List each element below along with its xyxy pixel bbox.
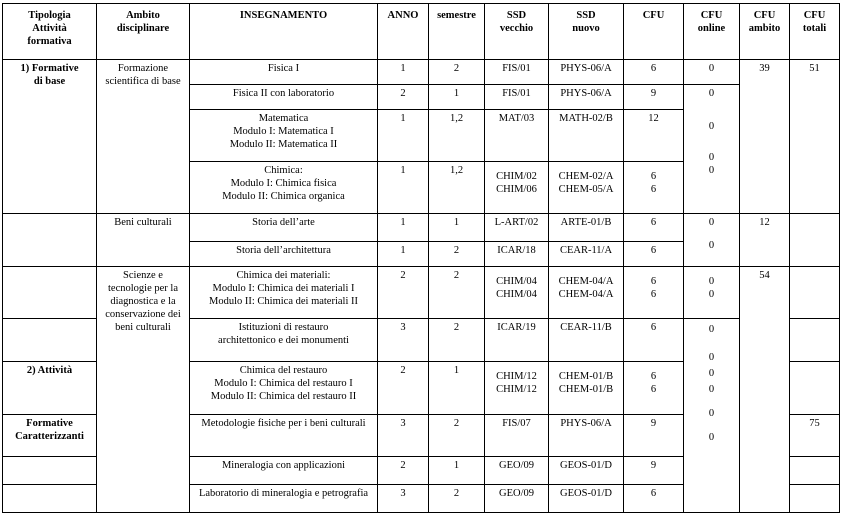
cfu-ambito-formazione: 39 (740, 60, 790, 214)
cfu-totali-empty (790, 362, 840, 415)
anno-cell: 1 (378, 162, 429, 214)
anno-cell: 3 (378, 319, 429, 362)
header-cfu-online: CFU online (684, 4, 740, 60)
anno-cell: 2 (378, 85, 429, 110)
semestre-cell: 2 (429, 267, 485, 319)
header-cfu: CFU (624, 4, 684, 60)
cfu-ambito-scienze: 54 (740, 267, 790, 513)
cfu-totali-empty (790, 457, 840, 485)
tipologia-attivita: 2) Attività (3, 362, 97, 415)
insegnamento-cell: Fisica II con laboratorio (190, 85, 378, 110)
ssd-vecchio-cell: GEO/09 (485, 485, 549, 513)
ambito-scienze: Scienze e tecnologie per la diagnostica e la conservazione dei beni culturali (97, 267, 190, 513)
header-ssd-nuovo: SSD nuovo (549, 4, 624, 60)
ssd-nuovo-cell: CEAR-11/A (549, 242, 624, 267)
cfu-online-cell: 0 (684, 60, 740, 85)
ssd-nuovo-cell: ARTE-01/B (549, 214, 624, 242)
cfu-online-group-1: 0 0 0 0 (684, 85, 740, 214)
insegnamento-cell: Istituzioni di restauro architettonico e dei monumenti (190, 319, 378, 362)
tipologia-caratterizzanti: Formative Caratterizzanti (3, 415, 97, 457)
table-row (3, 214, 840, 242)
header-row (3, 4, 840, 60)
anno-cell: 2 (378, 362, 429, 415)
semestre-cell: 2 (429, 415, 485, 457)
ssd-vecchio-cell: ICAR/18 (485, 242, 549, 267)
semestre-cell: 1 (429, 457, 485, 485)
ssd-vecchio-cell: MAT/03 (485, 110, 549, 162)
ssd-nuovo-cell: PHYS-06/A (549, 85, 624, 110)
cfu-totali-caratterizzanti: 75 (790, 415, 840, 457)
tipologia-empty (3, 485, 97, 513)
insegnamento-cell: Fisica I (190, 60, 378, 85)
semestre-cell: 2 (429, 242, 485, 267)
cfu-cell: 6 6 (624, 162, 684, 214)
anno-cell: 1 (378, 214, 429, 242)
tipologia-empty (3, 267, 97, 319)
insegnamento-cell: Storia dell’arte (190, 214, 378, 242)
semestre-cell: 2 (429, 60, 485, 85)
cfu-totali-empty (790, 267, 840, 319)
semestre-cell: 1 (429, 214, 485, 242)
cfu-cell: 9 (624, 415, 684, 457)
cfu-cell: 12 (624, 110, 684, 162)
semestre-cell: 1,2 (429, 110, 485, 162)
anno-cell: 3 (378, 485, 429, 513)
table-row (3, 60, 840, 85)
semestre-cell: 2 (429, 485, 485, 513)
semestre-cell: 1,2 (429, 162, 485, 214)
cfu-cell: 6 (624, 485, 684, 513)
table-row (3, 267, 840, 319)
anno-cell: 2 (378, 267, 429, 319)
cfu-online-empty (790, 485, 840, 513)
ssd-vecchio-cell: FIS/07 (485, 415, 549, 457)
cfu-cell: 9 (624, 457, 684, 485)
ssd-nuovo-cell: GEOS-01/D (549, 457, 624, 485)
ssd-nuovo-cell: PHYS-06/A (549, 60, 624, 85)
anno-cell: 1 (378, 110, 429, 162)
cfu-cell: 6 6 (624, 362, 684, 415)
tipologia-formative-base: 1) Formative di base (3, 60, 97, 214)
ssd-vecchio-cell: L-ART/02 (485, 214, 549, 242)
cfu-cell: 6 (624, 214, 684, 242)
cfu-online-cell: 0 0 (684, 267, 740, 319)
ssd-nuovo-cell: PHYS-06/A (549, 415, 624, 457)
cfu-ambito-beni: 12 (740, 214, 790, 267)
insegnamento-cell: Chimica: Modulo I: Chimica fisica Modulo II: Chimica organica (190, 162, 378, 214)
anno-cell: 1 (378, 242, 429, 267)
ssd-vecchio-cell: CHIM/02 CHIM/06 (485, 162, 549, 214)
semestre-cell: 2 (429, 319, 485, 362)
cfu-cell: 6 (624, 319, 684, 362)
anno-cell: 1 (378, 60, 429, 85)
insegnamento-cell: Chimica dei materiali: Modulo I: Chimica dei materiali I Modulo II: Chimica dei materiali II (190, 267, 378, 319)
cfu-cell: 6 (624, 60, 684, 85)
cfu-totali-empty (790, 319, 840, 362)
header-ambito: Ambito disciplinare (97, 4, 190, 60)
ambito-formazione: Formazione scientifica di base (97, 60, 190, 214)
insegnamento-cell: Mineralogia con applicazioni (190, 457, 378, 485)
header-ssd-vecchio: SSD vecchio (485, 4, 549, 60)
cfu-totali-empty (790, 214, 840, 267)
ssd-vecchio-cell: ICAR/19 (485, 319, 549, 362)
tipologia-empty (3, 319, 97, 362)
ssd-nuovo-cell: CEAR-11/B (549, 319, 624, 362)
cfu-cell: 6 (624, 242, 684, 267)
cfu-online-beni: 0 0 (684, 214, 740, 267)
header-semestre: semestre (429, 4, 485, 60)
insegnamento-cell: Laboratorio di mineralogia e petrografia (190, 485, 378, 513)
semestre-cell: 1 (429, 362, 485, 415)
ssd-vecchio-cell: FIS/01 (485, 85, 549, 110)
insegnamento-cell: Metodologie fisiche per i beni culturali (190, 415, 378, 457)
study-plan-table (2, 3, 840, 513)
header-insegnamento: INSEGNAMENTO (190, 4, 378, 60)
ambito-beni: Beni culturali (97, 214, 190, 267)
ssd-nuovo-cell: CHEM-02/A CHEM-05/A (549, 162, 624, 214)
cfu-cell: 9 (624, 85, 684, 110)
semestre-cell: 1 (429, 85, 485, 110)
ssd-vecchio-cell: CHIM/04 CHIM/04 (485, 267, 549, 319)
insegnamento-cell: Matematica Modulo I: Matematica I Modulo II: Matematica II (190, 110, 378, 162)
cfu-cell: 6 6 (624, 267, 684, 319)
anno-cell: 2 (378, 457, 429, 485)
header-cfu-ambito: CFU ambito (740, 4, 790, 60)
ssd-nuovo-cell: CHEM-01/B CHEM-01/B (549, 362, 624, 415)
ssd-nuovo-cell: MATH-02/B (549, 110, 624, 162)
cfu-totali-base: 51 (790, 60, 840, 214)
tipologia-empty (3, 457, 97, 485)
header-cfu-totali: CFU totali (790, 4, 840, 60)
ssd-nuovo-cell: CHEM-04/A CHEM-04/A (549, 267, 624, 319)
ssd-nuovo-cell: GEOS-01/D (549, 485, 624, 513)
cfu-online-group-3: 0 0 0 0 0 0 (684, 319, 740, 513)
tipologia-empty (3, 214, 97, 267)
insegnamento-cell: Chimica del restauro Modulo I: Chimica del restauro I Modulo II: Chimica del restauro II (190, 362, 378, 415)
anno-cell: 3 (378, 415, 429, 457)
insegnamento-cell: Storia dell’architettura (190, 242, 378, 267)
header-tipologia: Tipologia Attività formativa (3, 4, 97, 60)
ssd-vecchio-cell: GEO/09 (485, 457, 549, 485)
header-anno: ANNO (378, 4, 429, 60)
ssd-vecchio-cell: FIS/01 (485, 60, 549, 85)
ssd-vecchio-cell: CHIM/12 CHIM/12 (485, 362, 549, 415)
